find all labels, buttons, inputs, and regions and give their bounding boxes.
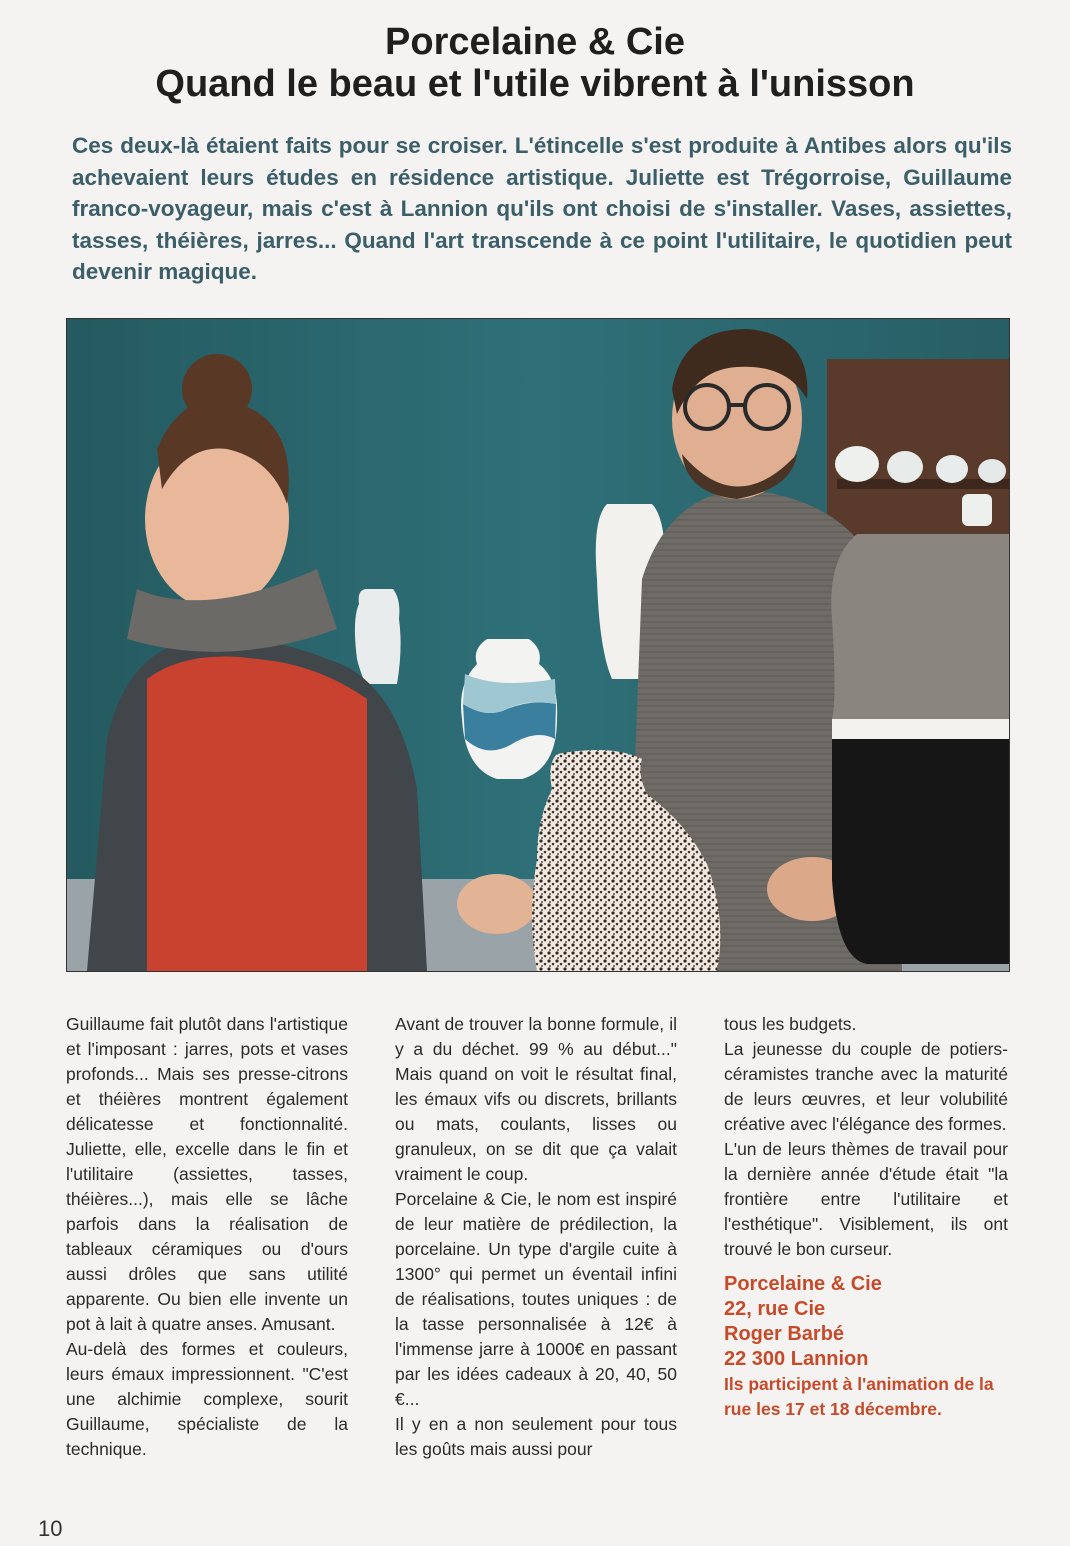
headline: [0, 22, 1070, 106]
text-column-3: [724, 1012, 1008, 1422]
column-paragraph: Au-delà des formes et couleurs, leurs émaux impressionnent. "C'est une alchimie complexe, sourit Guillaume, spécialiste de la technique.: [66, 1339, 348, 1459]
text-column-1: [66, 1012, 348, 1462]
headline-line-2: Quand le beau et l'utile vibrent à l'unisson: [155, 63, 915, 105]
text-column-2: [395, 1012, 677, 1462]
address-block: [724, 1272, 1008, 1422]
address-extra: Roger Barbé: [724, 1323, 845, 1345]
business-name: Porcelaine & Cie: [724, 1273, 882, 1295]
city-line: 22 300 Lannion: [724, 1348, 869, 1370]
street-address: 22, rue Cie: [724, 1298, 826, 1320]
column-paragraph: Guillaume fait plutôt dans l'artistique et l'imposant : jarres, pots et vases profonds... Mais ses presse-citrons et théières montrent également délicatesse et fonctionnalité. Juliette, elle, excelle dans le fin et l'utilitaire (assiettes, tasses, théières...), mais elle se lâche parfois dans la réalisation de tableaux céramiques ou d'ours aussi drôles que sans utilité apparente. Ou bien elle invente un pot à lait à quatre anses. Amusant.: [66, 1014, 348, 1334]
column-paragraph: Il y en a non seulement pour tous les goûts mais aussi pour: [395, 1414, 677, 1459]
column-paragraph: Porcelaine & Cie, le nom est inspiré de leur matière de prédilection, la porcelaine. Un type d'argile cuite à 1300° qui permet un éventail infini de réalisations, toutes uniques : de la tasse personnalisée à 12€ à l'immense jarre à 1000€ en passant par les idées cadeaux à 20, 40, 50 €...: [395, 1189, 677, 1409]
lede-paragraph: Ces deux-là étaient faits pour se croiser. L'étincelle s'est produite à Antibes alors qu'ils achevaient leurs études en résidence artistique. Juliette est Trégorroise, Guillaume franco-voyageur, mais c'est à Lannion qu'ils ont choisi de s'installer. Vases, assiettes, tasses, théières, jarres... Quand l'art transcende à ce point l'utilitaire, le quotidien peut devenir magique.: [72, 133, 1012, 284]
headline-line-1: Porcelaine & Cie: [385, 21, 685, 63]
column-paragraph: tous les budgets.: [724, 1014, 857, 1034]
column-paragraph: Avant de trouver la bonne formule, il y a du déchet. 99 % au début..." Mais quand on voit le résultat final, les émaux vifs ou discrets, brillants ou mats, coulants, lisses ou granuleux, on se dit que ça valait vraiment le coup.: [395, 1014, 677, 1184]
column-paragraph: L'un de leurs thèmes de travail pour la dernière année d'étude était "la frontière entre l'utilitaire et l'esthétique". Visiblement, ils ont trouvé le bon curseur.: [724, 1139, 1008, 1259]
event-note: Ils participent à l'animation de la rue les 17 et 18 décembre.: [724, 1374, 994, 1419]
page-number: 10: [38, 1516, 63, 1541]
article-photo: [66, 318, 1010, 972]
column-paragraph: La jeunesse du couple de potiers-céramistes tranche avec la maturité de leurs œuvres, et leur volubilité créative avec l'élégance des formes.: [724, 1039, 1008, 1134]
photo-illustration: [67, 319, 1009, 971]
